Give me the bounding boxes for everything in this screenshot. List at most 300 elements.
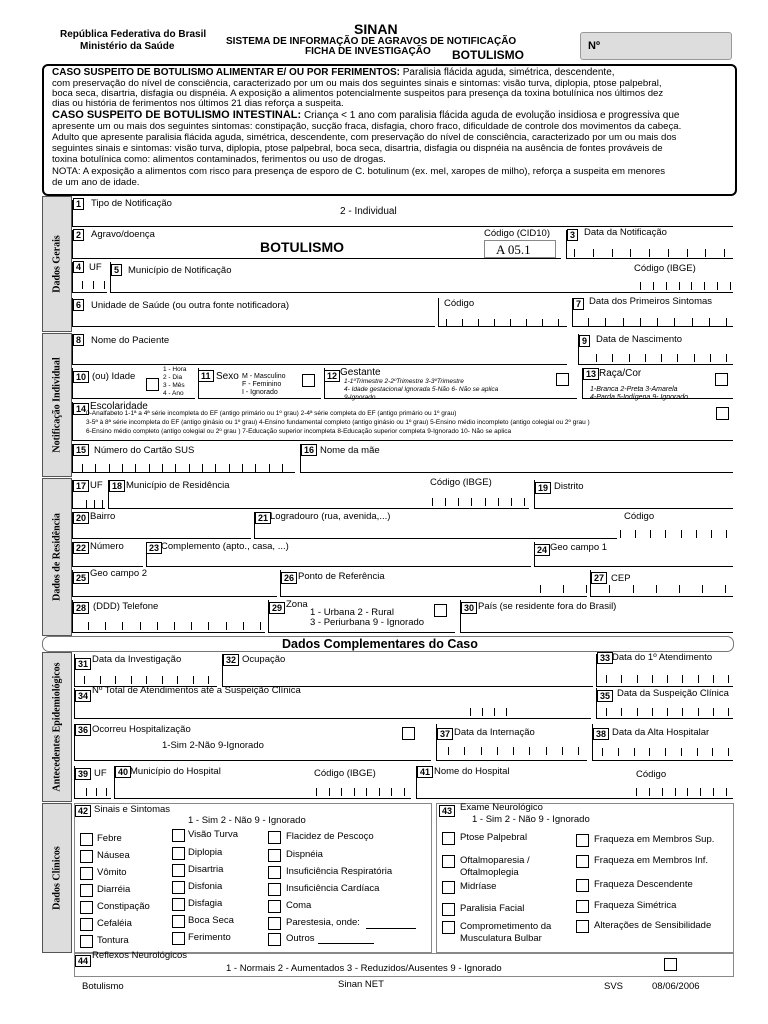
digit-tick [728, 675, 729, 683]
age-option-hora: 1 - Hora [163, 366, 187, 373]
intestinal-line-1: CASO SUSPEITO DE BOTULISMO INTESTINAL: Criança < 1 ano com paralisia flácida aguda de evolução insidiosa e progressiva que [52, 109, 680, 121]
field-number-29: 29 [269, 602, 285, 614]
field-number-44: 44 [75, 955, 91, 967]
digit-guide [540, 583, 725, 593]
write-in-line[interactable] [366, 928, 416, 929]
food-line-3: boca seca, disartria, disfagia ou dispnéia. A exposição a alimentos potencialmente suspeitos para presença da toxina botulínica nos últimos dez [52, 88, 664, 99]
sign-label: Febre [97, 833, 122, 844]
digit-tick [666, 282, 667, 290]
digit-tick [629, 354, 630, 362]
digit-tick [462, 319, 463, 327]
digit-tick [458, 498, 459, 506]
digit-tick [687, 249, 688, 257]
section-dados-residencia: Dados de Residência [42, 478, 72, 636]
field-number-23: 23 [146, 542, 162, 554]
digit-tick [649, 788, 650, 796]
digit-tick [602, 748, 603, 756]
label-nome-paciente: Nome do Paciente [91, 335, 170, 346]
digit-tick [546, 747, 547, 755]
republic-label: República Federativa do Brasil [60, 29, 207, 40]
digit-guide [448, 745, 578, 755]
note-line-1: NOTA: A exposição a alimentos com risco para presença de esporo de C. botulinum (ex. mel, xaropes de milho), reforça a suspeita em menores [52, 166, 666, 177]
section-notificacao-individual: Notificação Individual [42, 333, 72, 477]
digit-tick [681, 748, 682, 756]
intestinal-line-3: Adulto que apresente paralisia flácida aguda, simétrica, descendente, com preservação do nível de consciência, caracterizado por um ou mais dos [52, 132, 677, 143]
field-number-18: 18 [109, 480, 125, 492]
field-number-25: 25 [73, 572, 89, 584]
digit-tick [448, 747, 449, 755]
digit-tick [649, 748, 650, 756]
digit-tick [226, 622, 227, 630]
digit-tick [191, 622, 192, 630]
sex-option-m: M - Masculino [242, 373, 286, 380]
sign-checkbox[interactable] [80, 867, 93, 880]
label-data-alta: Data da Alta Hospitalar [612, 727, 710, 738]
digit-tick [623, 318, 624, 326]
value-agravo: BOTULISMO [260, 239, 344, 255]
label-total-atendimentos: Nº Total de Atendimentos até a Suspeição Clínica [92, 685, 301, 696]
intestinal-line-2: apresente um ou mais dos seguintes sintomas: constipação, sucção fraca, disfagia, choro fraco, dificuldade de controle dos movimentos da cabeça. [52, 121, 682, 132]
digit-tick [650, 530, 651, 538]
label-telefone: (DDD) Telefone [93, 601, 159, 612]
digit-tick [379, 788, 380, 796]
sign-checkbox[interactable] [268, 900, 281, 913]
sign-checkbox[interactable] [172, 864, 185, 877]
sign-checkbox[interactable] [80, 850, 93, 863]
field-number-11: 11 [198, 370, 214, 382]
neuro-label: Musculatura Bulbar [460, 933, 542, 944]
neuro-checkbox[interactable] [576, 920, 589, 933]
neuro-checkbox[interactable] [442, 881, 455, 894]
sign-label: Dispnéia [286, 849, 323, 860]
sign-label: Insuficiência Respiratória [286, 866, 393, 877]
digit-tick [511, 498, 512, 506]
field-number-3: 3 [567, 229, 578, 241]
digit-tick [526, 319, 527, 327]
label-data-internacao: Data da Internação [454, 727, 535, 738]
digit-tick [709, 318, 710, 326]
digit-tick [696, 530, 697, 538]
label-geo-campo-1: Geo campo 1 [550, 542, 608, 553]
digit-tick [513, 747, 514, 755]
label-nome-hospital: Nome do Hospital [434, 766, 510, 777]
digit-tick [558, 319, 559, 327]
digit-tick [606, 675, 607, 683]
neuro-label: Alterações de Sensibilidade [594, 920, 712, 931]
footer-date: 08/06/2006 [652, 981, 700, 992]
sign-label: Flacidez de Pescoço [286, 831, 374, 842]
digit-tick [542, 319, 543, 327]
field-number-20: 20 [73, 512, 89, 524]
field-number-17: 17 [73, 480, 89, 492]
digit-tick [640, 318, 641, 326]
footer-form-name: Botulismo [82, 981, 124, 992]
sign-checkbox[interactable] [80, 918, 93, 931]
field-number-40: 40 [115, 766, 131, 778]
digit-tick [726, 788, 727, 796]
section-antecedentes: Antecedentes Epidemiológicos [42, 652, 72, 802]
label-ibge-hospital: Código (IBGE) [314, 768, 376, 779]
digit-tick [446, 319, 447, 327]
label-municipio-residencia: Município de Residência [126, 480, 230, 491]
digit-tick [242, 464, 243, 472]
digit-tick [202, 464, 203, 472]
digit-tick [682, 675, 683, 683]
raca-cor-checkbox[interactable] [715, 373, 728, 386]
digit-tick [612, 354, 613, 362]
write-in-line[interactable] [318, 943, 374, 944]
digit-tick [146, 676, 147, 684]
notification-number-field[interactable] [580, 32, 732, 60]
digit-guide [574, 247, 724, 257]
digit-tick [149, 464, 150, 472]
digit-tick [140, 622, 141, 630]
sign-checkbox[interactable] [268, 883, 281, 896]
field-number-13: 13 [583, 368, 599, 380]
digit-tick [131, 676, 132, 684]
digit-tick [588, 318, 589, 326]
label-codigo-hospital: Código [636, 769, 667, 780]
digit-tick [189, 464, 190, 472]
digit-tick [562, 747, 563, 755]
gestante-checkbox[interactable] [556, 373, 569, 386]
zona-options-2: 3 - Periurbana 9 - Ignorado [310, 617, 425, 628]
zona-checkbox[interactable] [434, 604, 447, 617]
label-ponto-referencia: Ponto de Referência [298, 571, 385, 582]
footer-svs: SVS [604, 981, 624, 992]
field-number-34: 34 [75, 690, 91, 702]
digit-tick [82, 281, 83, 289]
label-cep: CEP [611, 573, 631, 584]
label-gestante: Gestante [340, 367, 381, 378]
neuro-label: Midríase [460, 881, 497, 892]
field-number-2: 2 [73, 229, 84, 241]
field-number-36: 36 [75, 724, 91, 736]
sinan-title: SINAN [354, 21, 398, 37]
digit-tick [711, 530, 712, 538]
digit-tick [82, 464, 83, 472]
digit-tick [478, 319, 479, 327]
digit-tick [687, 788, 688, 796]
digit-guide [86, 498, 102, 508]
sign-label: Diplopia [188, 847, 223, 858]
digit-tick [620, 530, 621, 538]
digit-tick [724, 249, 725, 257]
digit-guide [470, 706, 506, 716]
digit-tick [481, 747, 482, 755]
label-unidade-saude: Unidade de Saúde (ou outra fonte notificadora) [91, 300, 290, 311]
digit-tick [728, 748, 729, 756]
neuro-checkbox[interactable] [576, 855, 589, 868]
digit-tick [162, 676, 163, 684]
digit-tick [193, 676, 194, 684]
field-number-10: 10 [73, 371, 89, 383]
digit-tick [135, 464, 136, 472]
digit-tick [578, 747, 579, 755]
label-zona: Zona [286, 599, 308, 610]
digit-tick [704, 282, 705, 290]
sign-checkbox[interactable] [268, 933, 281, 946]
hospitalizacao-options: 1-Sim 2-Não 9-Ignorado [162, 740, 264, 751]
field-number-38: 38 [593, 728, 609, 740]
field-number-12: 12 [324, 370, 340, 382]
neuro-checkbox[interactable] [442, 903, 455, 916]
digit-tick [726, 530, 727, 538]
intestinal-line-5: toxina botulínica como: alimentos contaminados, ferimentos ou uso de drogas. [52, 154, 386, 165]
section-dados-clinicos: Dados Clínicos [42, 803, 72, 953]
label-escolaridade: Escolaridade [90, 401, 148, 412]
number-label: Nº [588, 40, 600, 52]
digit-tick [157, 622, 158, 630]
digit-tick [86, 788, 87, 796]
neuro-checkbox[interactable] [576, 900, 589, 913]
field-number-4: 4 [73, 261, 84, 273]
ministry-label: Ministério da Saúde [80, 41, 175, 52]
sign-label: Constipação [97, 901, 150, 912]
digit-tick [634, 748, 635, 756]
label-bairro: Bairro [90, 511, 116, 522]
sign-label: Visão Turva [188, 829, 238, 840]
sign-checkbox[interactable] [80, 935, 93, 948]
neuro-checkbox[interactable] [442, 855, 455, 868]
digit-tick [697, 748, 698, 756]
field-number-35: 35 [597, 690, 613, 702]
digit-tick [540, 585, 541, 593]
label-numero: Número [90, 541, 124, 552]
digit-tick [215, 464, 216, 472]
label-nome-mae: Nome da mãe [320, 445, 380, 456]
escolaridade-checkbox[interactable] [716, 407, 729, 420]
digit-tick [730, 282, 731, 290]
digit-tick [122, 622, 123, 630]
field-number-8: 8 [73, 334, 84, 346]
sexo-checkbox[interactable] [302, 374, 315, 387]
digit-guide [596, 352, 726, 362]
digit-tick [674, 318, 675, 326]
digit-tick [713, 788, 714, 796]
field-number-16: 16 [301, 444, 317, 456]
digit-guide [640, 280, 730, 290]
label-uf: UF [89, 262, 102, 273]
label-complemento: Complemento (apto., casa, ...) [161, 541, 289, 552]
digit-tick [354, 788, 355, 796]
digit-tick [208, 676, 209, 684]
label-ocupacao: Ocupação [242, 654, 286, 665]
digit-tick [366, 788, 367, 796]
food-line-2: com preservação do nível de consciência, caracterizado por um ou mais dos seguintes sinais e sintomas: visão turva, diplopia, ptose palpebral, [52, 78, 662, 89]
digit-tick [529, 747, 530, 755]
digit-tick [470, 708, 471, 716]
digit-tick [96, 788, 97, 796]
sign-label: Náusea [97, 850, 130, 861]
digit-tick [661, 354, 662, 362]
sign-checkbox[interactable] [80, 833, 93, 846]
digit-tick [665, 748, 666, 756]
label-geo-campo-2: Geo campo 2 [90, 568, 148, 579]
label-idade: (ou) Idade [92, 371, 136, 382]
label-data-suspeicao: Data da Suspeição Clínica [617, 688, 729, 699]
field-number-37: 37 [437, 728, 453, 740]
digit-tick [621, 675, 622, 683]
neuro-checkbox[interactable] [576, 834, 589, 847]
reflexos-options: 1 - Normais 2 - Aumentados 3 - Reduzidos/Ausentes 9 - Ignorado [226, 963, 502, 974]
digit-guide [316, 786, 404, 796]
digit-tick [175, 464, 176, 472]
neuro-options: 1 - Sim 2 - Não 9 - Ignorado [472, 814, 590, 825]
digit-tick [106, 788, 107, 796]
digit-guide [606, 673, 728, 683]
digit-tick [464, 747, 465, 755]
sign-checkbox[interactable] [172, 898, 185, 911]
sign-checkbox[interactable] [80, 884, 93, 897]
digit-guide [84, 674, 208, 684]
sign-label: Disartria [188, 864, 224, 875]
digit-guide [82, 279, 104, 289]
field-number-5: 5 [111, 264, 122, 276]
digit-tick [593, 249, 594, 257]
label-data-atendimento: Data do 1º Atendimento [612, 652, 713, 663]
neuro-label: Comprometimento da [460, 921, 552, 932]
sign-checkbox[interactable] [172, 932, 185, 945]
idade-unit-checkbox[interactable] [146, 378, 159, 391]
field-number-21: 21 [255, 512, 271, 524]
digit-guide [588, 316, 726, 326]
sign-label: Outros [286, 933, 315, 944]
digit-tick [494, 708, 495, 716]
intestinal-line-4: seguintes sinais e sintomas: visão turva, diplopia, ptose palpebral, boca seca, disartria, disfagia ou dispnéia na ausência de fontes prováveis de [52, 143, 663, 154]
digit-tick [506, 708, 507, 716]
sign-checkbox[interactable] [172, 829, 185, 842]
label-cid10: Código (CID10) [484, 228, 550, 239]
digit-tick [243, 622, 244, 630]
sign-checkbox[interactable] [172, 847, 185, 860]
digit-tick [635, 530, 636, 538]
digit-tick [662, 788, 663, 796]
label-raca-cor: Raça/Cor [599, 368, 642, 379]
digit-tick [698, 708, 699, 716]
field-number-1: 1 [73, 198, 84, 210]
neuro-label: Paralisia Facial [460, 903, 525, 914]
label-municipio-hospital: Município do Hospital [130, 766, 221, 777]
reflexos-checkbox[interactable] [664, 958, 677, 971]
field-number-31: 31 [75, 658, 91, 670]
label-codigo-ibge: Código (IBGE) [634, 263, 696, 274]
digit-tick [104, 281, 105, 289]
field-number-33: 33 [597, 652, 613, 664]
digit-tick [329, 788, 330, 796]
digit-tick [657, 318, 658, 326]
digit-tick [700, 788, 701, 796]
sign-checkbox[interactable] [268, 917, 281, 930]
note-line-2: de um ano de idade. [52, 177, 140, 188]
complementary-title: Dados Complementares do Caso [282, 637, 478, 651]
age-option-dia: 2 - Dia [163, 374, 183, 381]
sign-label: Insuficiência Cardíaca [286, 883, 380, 894]
field-number-39: 39 [75, 768, 91, 780]
digit-tick [391, 788, 392, 796]
label-data-investigacao: Data da Investigação [92, 654, 182, 665]
digit-tick [282, 464, 283, 472]
digit-tick [710, 354, 711, 362]
neuro-label: Oftalmoplegia [460, 867, 519, 878]
digit-tick [630, 249, 631, 257]
raca-options-1: 1-Branca 2-Preta 3-Amarela [590, 386, 678, 393]
digit-tick [621, 708, 622, 716]
neuro-checkbox[interactable] [442, 832, 455, 845]
digit-tick [93, 281, 94, 289]
food-line-1: CASO SUSPEITO DE BOTULISMO ALIMENTAR E/ OU POR FERIMENTOS: Paralisia flácida aguda, simétrica, descendente, [52, 67, 615, 78]
digit-tick [705, 249, 706, 257]
digit-tick [652, 708, 653, 716]
section-dados-gerais: Dados Gerais [42, 196, 72, 332]
digit-guide [602, 746, 728, 756]
digit-tick [653, 282, 654, 290]
sign-label: Disfagia [188, 898, 223, 909]
sign-label: Tontura [97, 935, 129, 946]
digit-guide [82, 462, 282, 472]
digit-tick [682, 708, 683, 716]
digit-tick [726, 318, 727, 326]
sign-label: Parestesia, onde: [286, 917, 360, 928]
digit-tick [255, 464, 256, 472]
digit-tick [681, 530, 682, 538]
digit-tick [109, 464, 110, 472]
digit-guide [432, 496, 524, 506]
sign-checkbox[interactable] [268, 849, 281, 862]
disease-title: BOTULISMO [452, 48, 524, 62]
label-data-notificacao: Data da Notificação [584, 227, 667, 238]
sign-checkbox[interactable] [268, 866, 281, 879]
gestante-options-2: 4- Idade gestacional Ignorada 5-Não 6- Não se aplica [344, 386, 499, 393]
raca-options-2: 4-Parda 5-Indígena 9- Ignorado [590, 394, 689, 401]
digit-guide [620, 528, 726, 538]
digit-tick [656, 585, 657, 593]
sign-checkbox[interactable] [172, 881, 185, 894]
label-codigo-logradouro: Código [624, 511, 655, 522]
label-logradouro: Logradouro (rua, avenida,...) [270, 511, 391, 522]
sign-checkbox[interactable] [80, 901, 93, 914]
digit-tick [665, 530, 666, 538]
digit-tick [728, 708, 729, 716]
field-number-14: 14 [73, 403, 89, 415]
hospitalizacao-checkbox[interactable] [402, 727, 415, 740]
digit-tick [636, 788, 637, 796]
digit-tick [177, 676, 178, 684]
sign-checkbox[interactable] [172, 915, 185, 928]
label-tipo-notificacao: Tipo de Notificação [91, 198, 172, 209]
label-exame-neurologico: Exame Neurológico [460, 802, 543, 813]
digit-tick [208, 622, 209, 630]
zona-options-1: 1 - Urbana 2 - Rural [310, 607, 394, 618]
digit-tick [105, 622, 106, 630]
field-number-27: 27 [591, 572, 607, 584]
value-cid10: A 05.1 [496, 242, 531, 257]
field-number-32: 32 [223, 654, 239, 666]
neuro-checkbox[interactable] [576, 879, 589, 892]
digit-tick [596, 354, 597, 362]
neuro-label: Oftalmoparesia / [460, 855, 530, 866]
digit-tick [649, 249, 650, 257]
digit-tick [404, 788, 405, 796]
neuro-label: Ptose Palpebral [460, 832, 528, 843]
field-number-7: 7 [573, 298, 584, 310]
digit-tick [498, 498, 499, 506]
sex-option-i: I - Ignorado [242, 389, 278, 396]
neuro-checkbox[interactable] [442, 921, 455, 934]
value-tipo-notificacao: 2 - Individual [340, 206, 397, 217]
gestante-options-3: 9-Ignorado [344, 394, 376, 401]
sign-checkbox[interactable] [268, 831, 281, 844]
